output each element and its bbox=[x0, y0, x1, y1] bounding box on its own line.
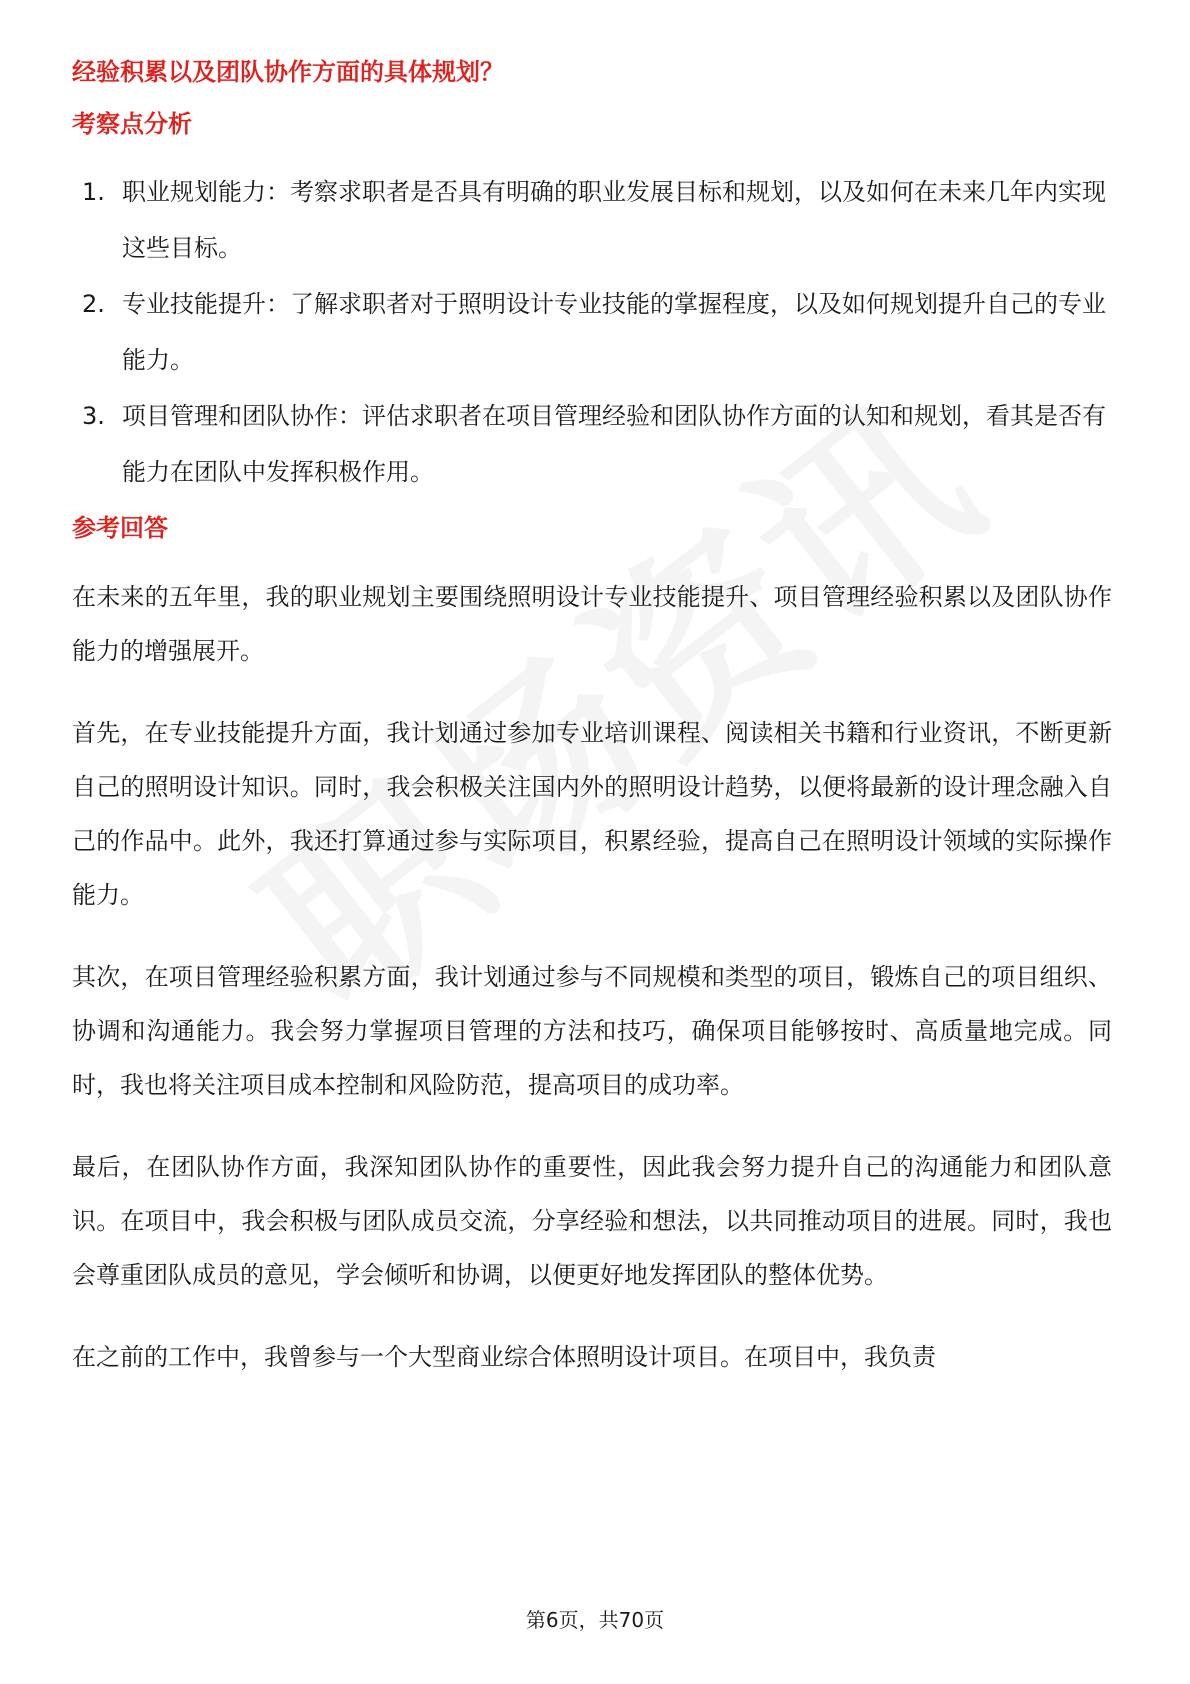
page-footer: 第6页，共70页 bbox=[525, 1608, 665, 1632]
list-item-number: 3. bbox=[82, 402, 105, 430]
analysis-heading: 考察点分析 bbox=[72, 110, 192, 138]
list-item-text: 专业技能提升：了解求职者对于照明设计专业技能的掌握程度，以及如何规划提升自己的专业能力。 bbox=[122, 290, 1106, 374]
analysis-points-list bbox=[72, 164, 1112, 500]
answer-heading: 参考回答 bbox=[72, 514, 168, 542]
answer-paragraph: 在未来的五年里，我的职业规划主要围绕照明设计专业技能提升、项目管理经验积累以及团队协作能力的增强展开。 bbox=[72, 583, 1112, 665]
list-item-text: 职业规划能力：考察求职者是否具有明确的职业发展目标和规划，以及如何在未来几年内实现这些目标。 bbox=[122, 178, 1106, 262]
list-item bbox=[72, 276, 1112, 388]
answer-paragraph: 最后，在团队协作方面，我深知团队协作的重要性，因此我会努力提升自己的沟通能力和团队意识。在项目中，我会积极与团队成员交流，分享经验和想法，以共同推动项目的进展。同时，我也会尊重团队成员的意见，学会倾听和协调，以便更好地发挥团队的整体优势。 bbox=[72, 1153, 1112, 1289]
document-body bbox=[72, 56, 1112, 1412]
answer-paragraph: 首先，在专业技能提升方面，我计划通过参加专业培训课程、阅读相关书籍和行业资讯，不断更新自己的照明设计知识。同时，我会积极关注国内外的照明设计趋势，以便将最新的设计理念融入自己的作品中。此外，我还打算通过参与实际项目，积累经验，提高自己在照明设计领域的实际操作能力。 bbox=[72, 719, 1112, 909]
answer-paragraph: 其次，在项目管理经验积累方面，我计划通过参与不同规模和类型的项目，锻炼自己的项目组织、协调和沟通能力。我会努力掌握项目管理的方法和技巧，确保项目能够按时、高质量地完成。同时，我也将关注项目成本控制和风险防范，提高项目的成功率。 bbox=[72, 963, 1112, 1099]
list-item-text: 项目管理和团队协作：评估求职者在项目管理经验和团队协作方面的认知和规划，看其是否有能力在团队中发挥积极作用。 bbox=[122, 402, 1106, 486]
list-item bbox=[72, 388, 1112, 500]
question-heading: 经验积累以及团队协作方面的具体规划？ bbox=[72, 58, 504, 86]
list-item-number: 2. bbox=[82, 290, 105, 318]
answer-paragraph: 在之前的工作中，我曾参与一个大型商业综合体照明设计项目。在项目中，我负责 bbox=[72, 1343, 936, 1371]
list-item-number: 1. bbox=[82, 178, 105, 206]
list-item bbox=[72, 164, 1112, 276]
